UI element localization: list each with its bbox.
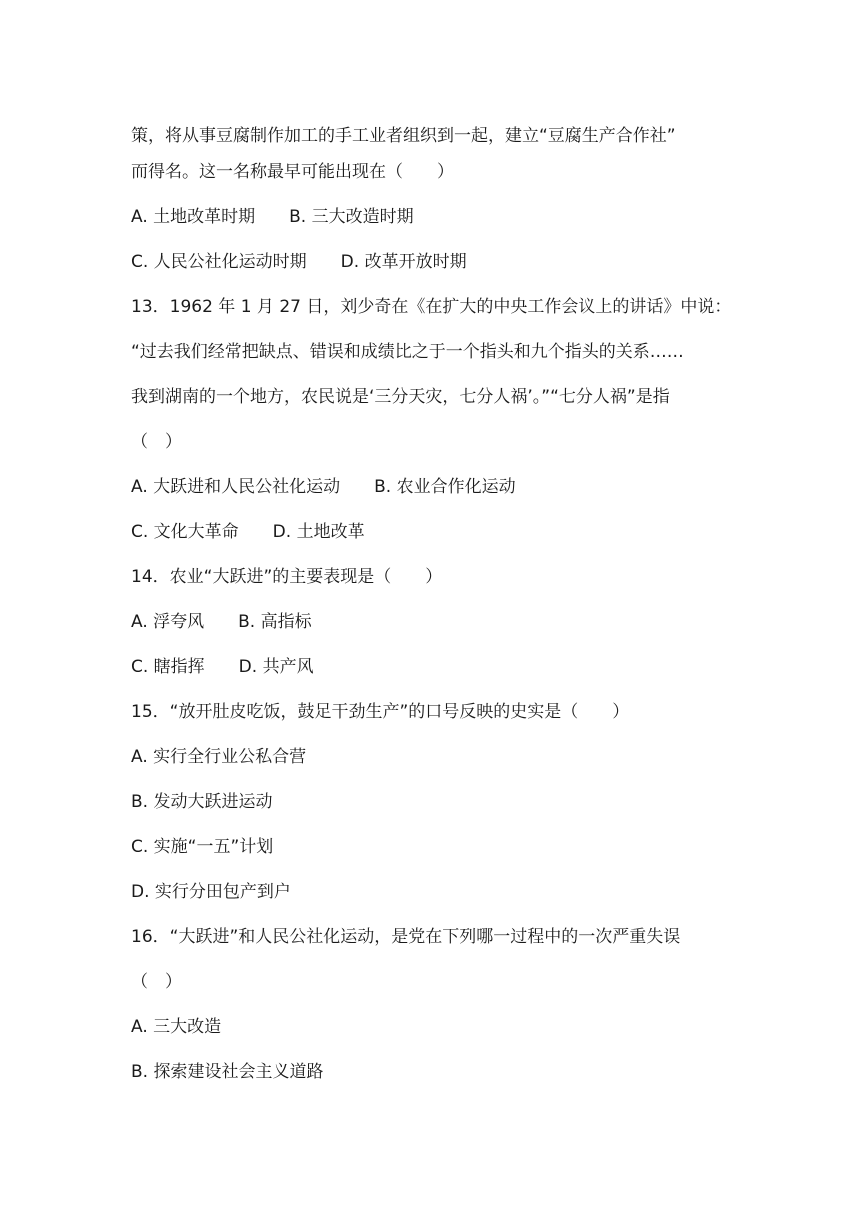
option-a: A. 实行全行业公私合营 xyxy=(131,747,307,767)
option-a: A. 三大改造 xyxy=(131,1017,222,1037)
question-15-stem: 15．“放开肚皮吃饭，鼓足干劲生产”的口号反映的史实是（ ） xyxy=(131,702,630,722)
option-c: C. 实施“一五”计划 xyxy=(131,837,274,857)
options-line: C. 文化大革命 D. 土地改革 xyxy=(131,522,365,542)
options-line: C. 瞎指挥 D. 共产风 xyxy=(131,657,314,677)
question-16-stem: 16．“大跃进”和人民公社化运动，是党在下列哪一过程中的一次严重失误 xyxy=(131,927,681,947)
options-line: A. 大跃进和人民公社化运动 B. 农业合作化运动 xyxy=(131,477,516,497)
question-14-stem: 14．农业“大跃进”的主要表现是（ ） xyxy=(131,567,443,587)
question-prompt: 而得名。这一名称最早可能出现在（ ） xyxy=(131,162,454,182)
options-line: A. 土地改革时期 B. 三大改造时期 xyxy=(131,207,414,227)
options-line: A. 浮夸风 B. 高指标 xyxy=(131,612,312,632)
answer-bracket: （ ） xyxy=(131,432,182,452)
option-b: B. 探索建设社会主义道路 xyxy=(131,1062,324,1082)
question-13-quote: 我到湖南的一个地方，农民说是‘三分天灾，七分人祸’。”“七分人祸”是指 xyxy=(131,387,670,407)
option-d: D. 实行分田包产到户 xyxy=(131,882,291,902)
text-line: 策，将从事豆腐制作加工的手工业者组织到一起，建立“豆腐生产合作社” xyxy=(131,126,676,146)
options-line: C. 人民公社化运动时期 D. 改革开放时期 xyxy=(131,252,467,272)
option-b: B. 发动大跃进运动 xyxy=(131,792,273,812)
answer-bracket: （ ） xyxy=(131,972,182,992)
question-13-stem: 13．1962 年 1 月 27 日，刘少奇在《在扩大的中央工作会议上的讲话》中说： xyxy=(131,297,732,317)
question-13-quote: “过去我们经常把缺点、错误和成绩比之于一个指头和九个指头的关系…… xyxy=(131,342,684,362)
